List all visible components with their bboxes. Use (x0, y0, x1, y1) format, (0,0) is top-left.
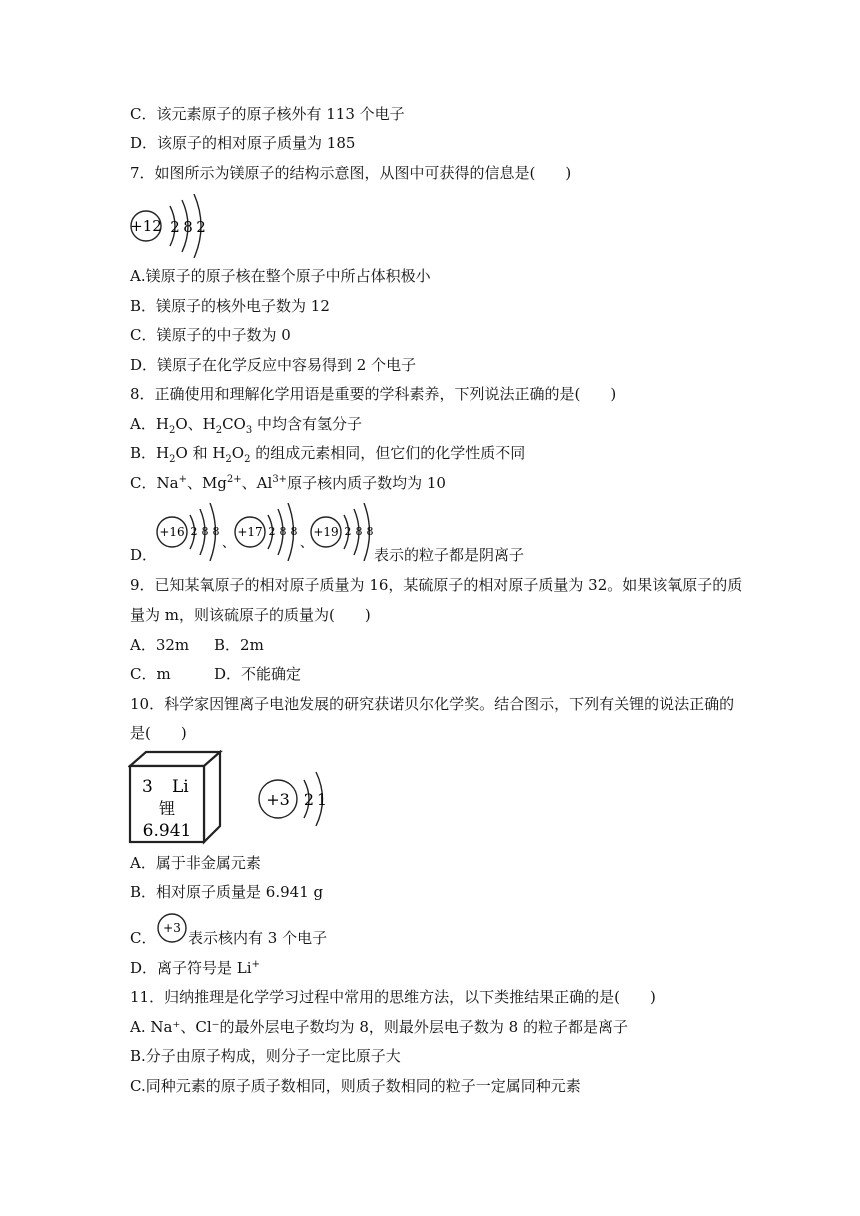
q10-stem-line-2: 是( ) (130, 724, 187, 742)
q9-option-b: B．2m (214, 636, 264, 654)
q10-option-b: B．相对原子质量是 6.941 g (130, 883, 324, 901)
q8-option-b: B．$H_2O$ 和 $H_2O_2$ 的组成元素相同，但它们的化学性质不同 (130, 444, 526, 465)
q8-option-d-text: 表示的粒子都是阴离子 (374, 546, 525, 564)
q7-option-c: C．镁原子的中子数为 0 (130, 326, 291, 344)
li-shell-count-1: 2 (303, 790, 315, 809)
q9-option-c: C．m (130, 665, 171, 683)
ion-s-shell-3: 8 (212, 525, 220, 538)
ion-separator-1: 、 (222, 536, 236, 551)
q9-stem-line-1: 9．已知某氧原子的相对原子质量为 16，某硫原子的相对原子质量为 32。如果该氧原子的质 (130, 576, 743, 594)
li-atomic-mass: 6.941 (142, 821, 192, 841)
li-symbol: Li (172, 777, 189, 797)
ion-k-shell-1: 2 (344, 525, 352, 538)
li-atomic-number: 3 (142, 777, 153, 797)
ion-cl-nucleus-label: +17 (237, 525, 263, 539)
mg-nucleus-label: +12 (130, 217, 162, 235)
ion-cl-shell-3: 8 (290, 525, 298, 538)
cell-side-face (204, 752, 220, 842)
q8-ion-diagrams (152, 503, 374, 561)
q10-stem-line-1: 10．科学家因锂离子电池发展的研究获诺贝尔化学奖。结合图示，下列有关锂的说法正确的 (130, 695, 735, 713)
ion-separator-2: 、 (300, 536, 314, 551)
q9-option-a: A．32m (130, 636, 190, 654)
q8-option-d-label: D． (130, 546, 158, 564)
q7-option-b: B．镁原子的核外电子数为 12 (130, 297, 330, 315)
q9-stem-line-2: 量为 m，则该硫原子的质量为( ) (130, 606, 371, 624)
q11-stem: 11．归纳推理是化学学习过程中常用的思维方法，以下类推结果正确的是( ) (130, 988, 656, 1006)
ion-diagram-k (311, 503, 374, 561)
li-nucleus-label: +3 (266, 790, 290, 809)
ion-diagram-s (157, 503, 220, 561)
q7-stem: 7．如图所示为镁原子的结构示意图，从图中可获得的信息是( ) (130, 164, 572, 182)
ion-k-shell-3: 8 (366, 525, 374, 538)
q11-option-b: B.分子由原子构成，则分子一定比原子大 (130, 1047, 401, 1065)
magnesium-atom-diagram (128, 194, 208, 258)
q7-option-a: A.镁原子的原子核在整个原子中所占体积极小 (130, 267, 431, 285)
q10-option-a: A．属于非金属元素 (130, 854, 261, 872)
q10-option-c-text: 表示核内有 3 个电子 (188, 929, 328, 947)
li-nucleus-symbol (156, 912, 188, 944)
q9-option-d: D．不能确定 (214, 665, 302, 683)
q7-option-d: D．镁原子在化学反应中容易得到 2 个电子 (130, 356, 417, 374)
li-chinese-name: 锂 (158, 799, 176, 818)
q11-option-a: A. Na⁺、Cl⁻的最外层电子数均为 8，则最外层电子数为 8 的粒子都是离子 (130, 1018, 628, 1036)
svg-text:+3: +3 (163, 921, 181, 935)
mg-shell-count-3: 2 (196, 218, 206, 236)
q8-option-c: C．Na+、$Mg^{2+}$、$Al^{3+}$原子核内质子数均为 10 (130, 474, 446, 492)
ion-s-shell-1: 2 (190, 525, 198, 538)
ion-s-nucleus-label: +16 (159, 525, 185, 539)
lithium-atom-diagram (256, 768, 332, 830)
q8-option-a: A．$H_2O$、$H_2CO_3$ 中均含有氢分子 (130, 415, 363, 436)
mg-shell-count-1: 2 (170, 218, 180, 236)
q10-option-c-label: C． (130, 929, 157, 947)
q10-option-d: D．离子符号是 Li+ (130, 959, 260, 977)
q11-option-c: C.同种元素的原子质子数相同，则质子数相同的粒子一定属同种元素 (130, 1077, 581, 1095)
lithium-element-cell (128, 750, 224, 846)
ion-k-shell-2: 8 (355, 525, 363, 538)
ion-cl-shell-1: 2 (268, 525, 276, 538)
mg-shell-count-2: 8 (183, 218, 193, 236)
ion-diagram-cl (235, 503, 298, 561)
q8-stem: 8．正确使用和理解化学用语是重要的学科素养，下列说法正确的是( ) (130, 385, 617, 403)
ion-s-shell-2: 8 (201, 525, 209, 538)
q6-option-d: D．该原子的相对原子质量为 185 (130, 134, 356, 152)
q6-option-c: C．该元素原子的原子核外有 113 个电子 (130, 105, 405, 123)
li-shell-count-2: 1 (316, 790, 328, 809)
ion-k-nucleus-label: +19 (313, 525, 339, 539)
ion-cl-shell-2: 8 (279, 525, 287, 538)
